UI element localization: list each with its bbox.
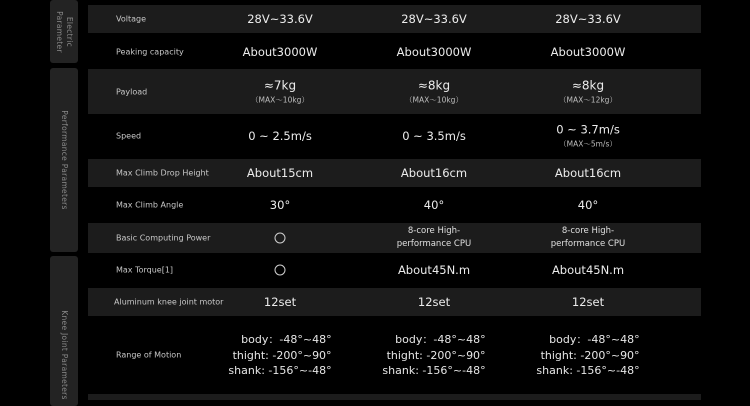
value-model-3: 8-core High- performance CPU	[550, 226, 626, 249]
value-model-1: About15cm	[246, 166, 314, 180]
value-model-1: 12set	[263, 295, 297, 309]
value-model-2: 0 ~ 3.5m/s	[402, 129, 466, 143]
section-electric	[50, 0, 78, 63]
row-payload	[88, 69, 701, 114]
value-model-2: 8-core High- performance CPU	[396, 226, 472, 249]
value-model-2: About16cm	[400, 166, 468, 180]
section-performance	[50, 68, 78, 252]
section-knee-label: Knee Joint Parameters	[60, 310, 69, 400]
sub-model-1: （MAX～10kg）	[251, 95, 309, 104]
section-electric-label-1: Electric	[65, 16, 74, 47]
value-model-3: 0 ~ 3.7m/s	[556, 122, 620, 137]
value-model-2: 40°	[423, 198, 445, 212]
circle-icon	[275, 233, 286, 244]
value-model-3: 40°	[577, 198, 599, 212]
row-climb-angle	[88, 189, 701, 221]
row-next-partial	[88, 394, 701, 400]
value-model-3: 12set	[571, 295, 605, 309]
row-range-of-motion	[88, 318, 701, 392]
circle-icon	[275, 265, 286, 276]
row-label: Voltage	[116, 14, 147, 24]
row-label: Max Climb Drop Height	[116, 168, 209, 178]
value-model-2: 12set	[417, 295, 451, 309]
value-model-1: ≈7kg	[263, 78, 297, 92]
row-label: Max Climb Angle	[116, 200, 184, 210]
value-model-3: About3000W	[550, 45, 626, 59]
value-model-3: About45N.m	[551, 263, 625, 277]
value-model-2: About45N.m	[397, 263, 471, 277]
row-label: Speed	[116, 131, 142, 141]
row-knee-motor	[88, 288, 701, 316]
row-climb-height	[88, 159, 701, 187]
value-model-1: 30°	[269, 198, 291, 212]
sub-model-3: （MAX～5m/s）	[559, 139, 617, 149]
sub-model-2: （MAX～10kg）	[405, 95, 463, 104]
value-model-3: 28V~33.6V	[555, 12, 621, 26]
row-label: Basic Computing Power	[116, 233, 211, 243]
value-model-2: About3000W	[396, 45, 472, 59]
value-model-1: body：-48°~48° thight: -200°~90° shank: -156°~-48°	[228, 332, 332, 377]
row-label: Payload	[116, 87, 148, 96]
section-electric-label-2: Parameter	[55, 10, 64, 53]
section-performance-label: Performance Parameters	[60, 110, 69, 210]
section-knee	[50, 256, 78, 406]
value-model-3: About16cm	[554, 166, 622, 180]
sub-model-3: （MAX～12kg）	[559, 95, 617, 104]
row-label: Aluminum knee joint motor	[114, 297, 224, 307]
row-label: Max Torque[1]	[116, 265, 174, 275]
row-peaking-capacity	[88, 36, 701, 68]
value-model-1: About3000W	[242, 45, 318, 59]
value-model-2: ≈8kg	[417, 78, 451, 92]
value-model-2: body：-48°~48° thight: -200°~90° shank: -156°~-48°	[382, 332, 486, 377]
row-computing-power	[88, 223, 701, 253]
row-max-torque	[88, 255, 701, 285]
row-label: Range of Motion	[116, 350, 182, 360]
row-speed	[88, 116, 701, 156]
value-model-3: body：-48°~48° thight: -200°~90° shank: -156°~-48°	[536, 332, 640, 377]
value-model-3: ≈8kg	[571, 78, 605, 92]
value-model-2: 28V~33.6V	[401, 12, 467, 26]
row-label: Peaking capacity	[116, 47, 184, 57]
value-model-1: 0 ~ 2.5m/s	[248, 129, 312, 143]
row-voltage	[88, 5, 701, 33]
value-model-1: 28V~33.6V	[247, 12, 313, 26]
